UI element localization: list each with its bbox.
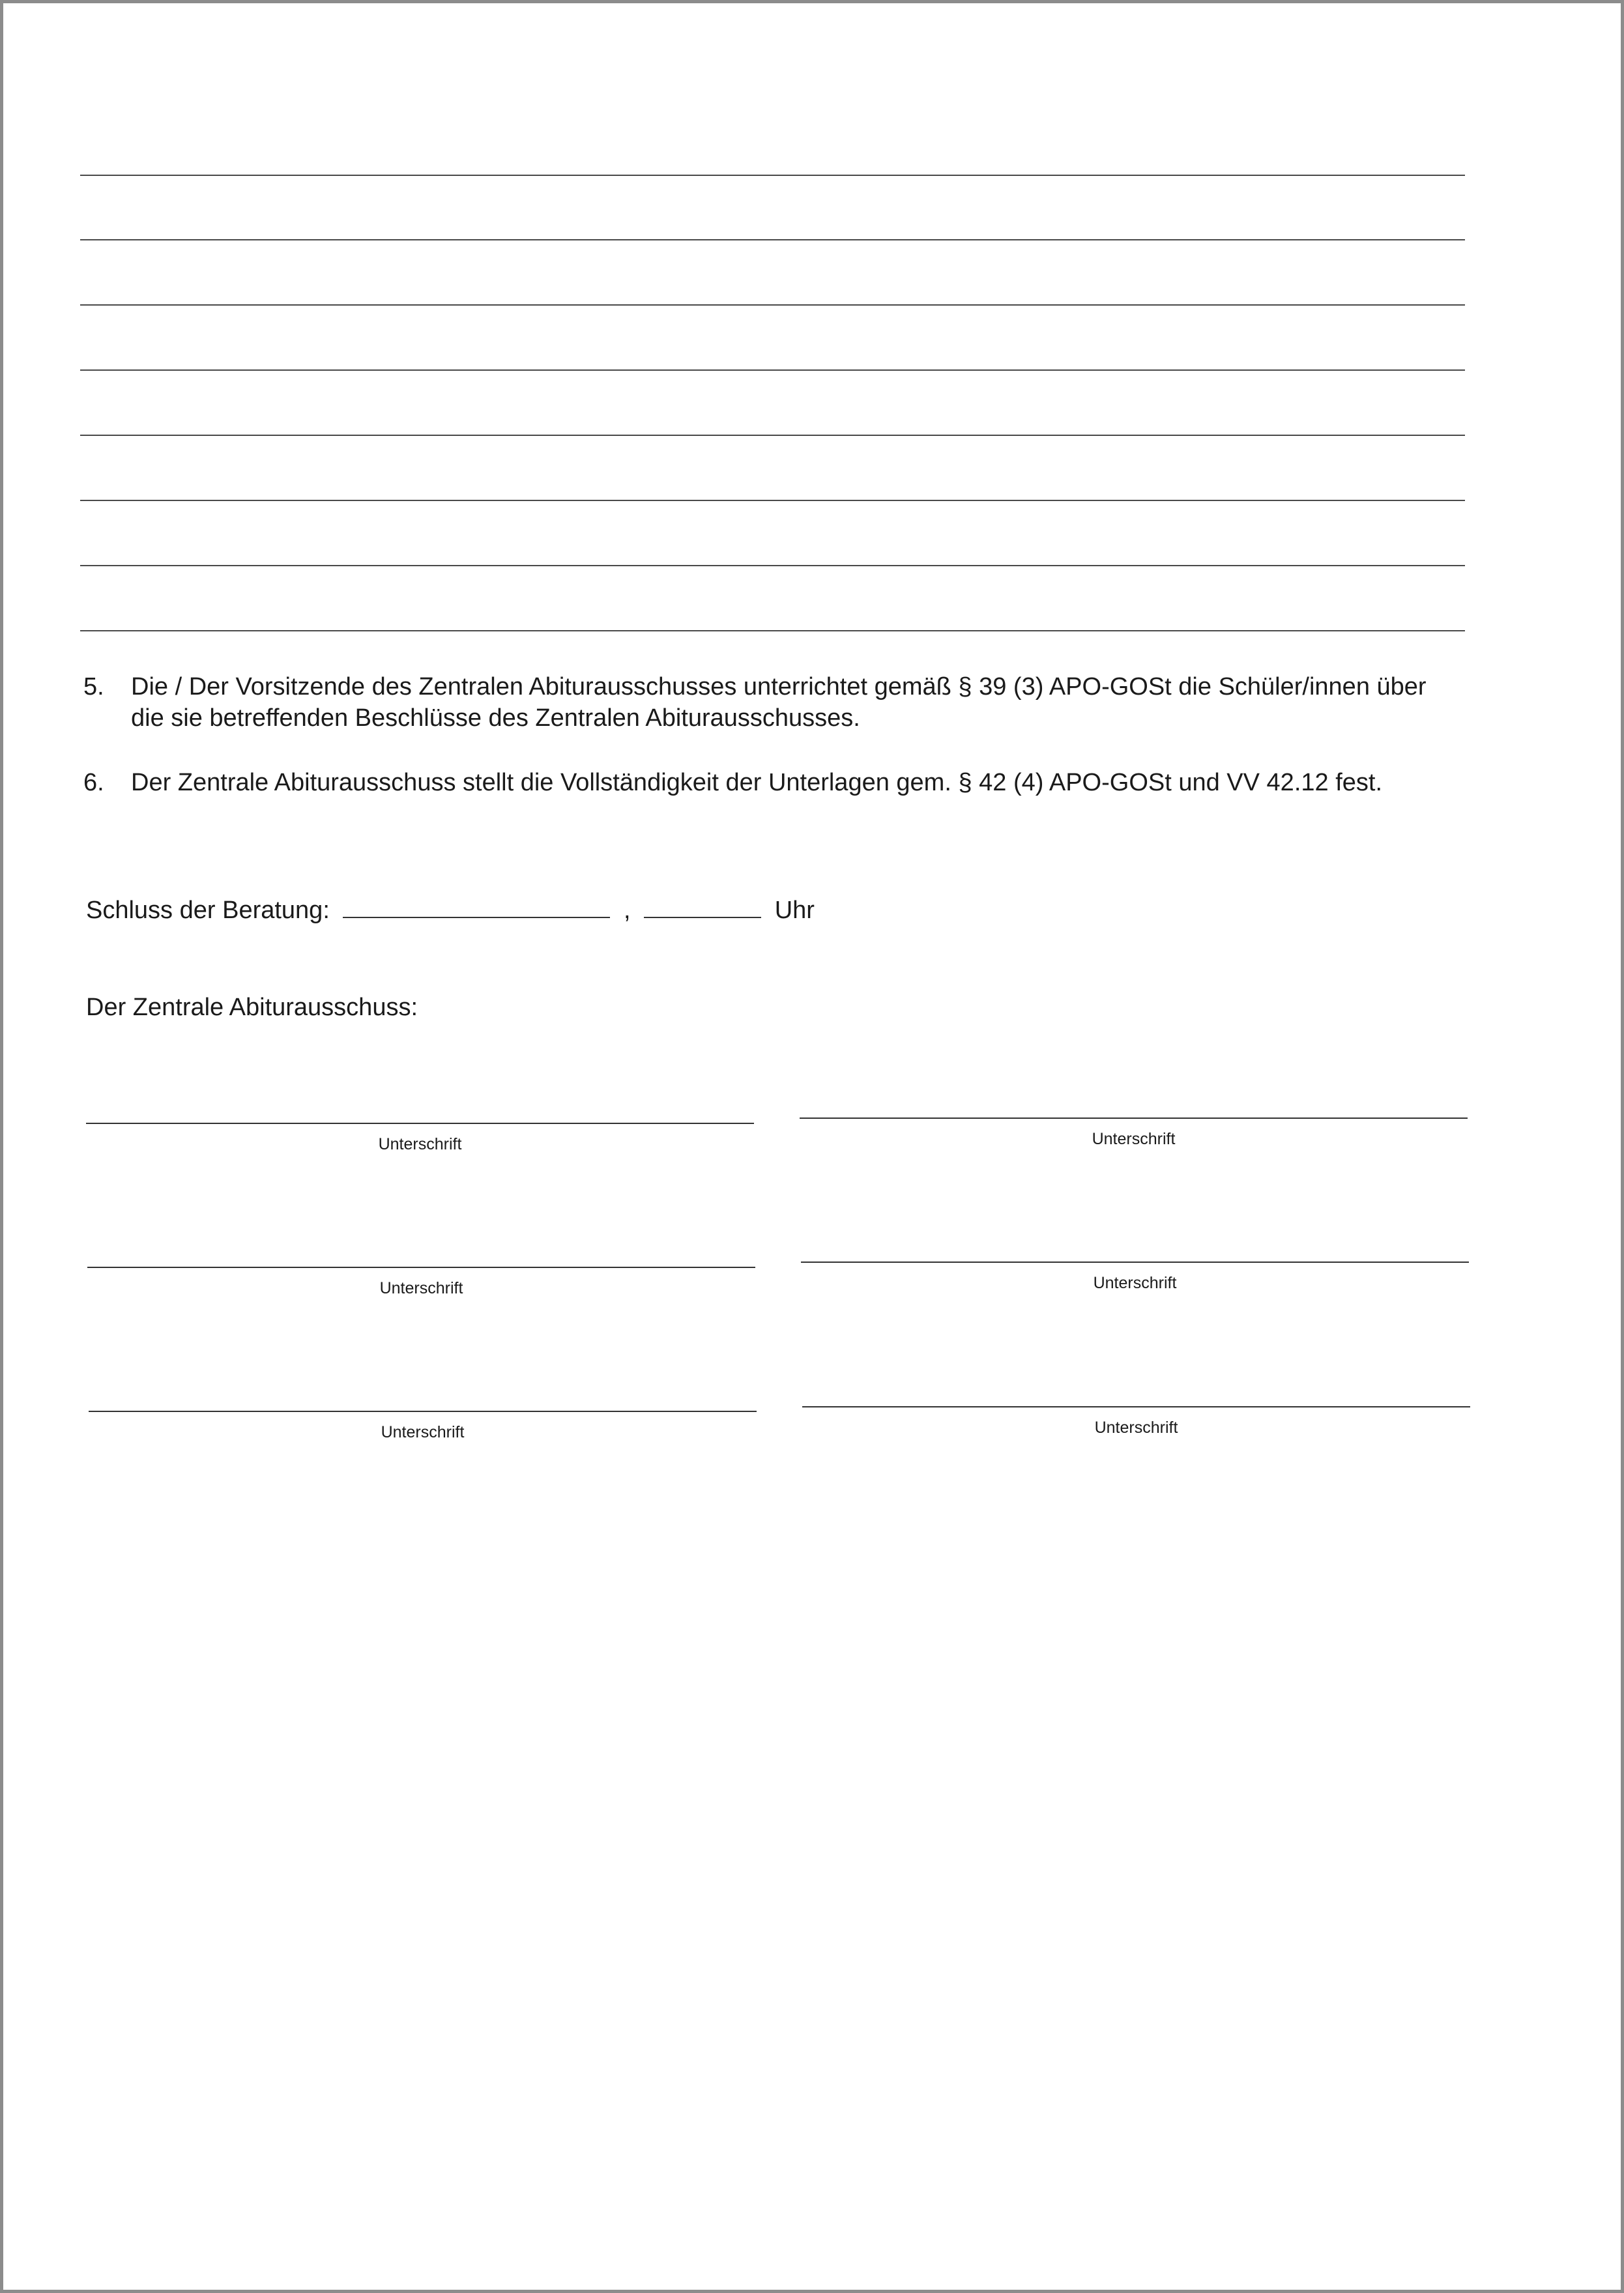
committee-label: Der Zentrale Abiturausschuss: [86, 994, 418, 1021]
closing-separator: , [624, 897, 631, 924]
closing-minute-field[interactable] [644, 895, 761, 918]
signature-label: Unterschrift [1093, 1274, 1177, 1292]
writing-line[interactable] [80, 565, 1465, 566]
closing-hour-field[interactable] [343, 895, 610, 918]
signature-line[interactable] [87, 1267, 755, 1268]
signature-line[interactable] [89, 1411, 757, 1412]
item-number: 5. [83, 673, 104, 700]
signature-label: Unterschrift [1092, 1130, 1176, 1148]
closing-label: Schluss der Beratung: [86, 897, 330, 924]
writing-line[interactable] [80, 435, 1465, 436]
signature-block [87, 1267, 755, 1298]
signature-block [800, 1118, 1468, 1149]
signature-line[interactable] [802, 1406, 1470, 1407]
signature-block [86, 1123, 754, 1154]
item-text-line: Die / Der Vorsitzende des Zentralen Abiturausschusses unterrichtet gemäß § 39 (3) APO-GOSt die Schüler/innen über [131, 673, 1427, 700]
signature-label: Unterschrift [381, 1423, 465, 1441]
item-text [131, 671, 1477, 734]
writing-line[interactable] [80, 369, 1465, 371]
writing-line[interactable] [80, 304, 1465, 306]
signature-block [89, 1411, 757, 1442]
item-text [131, 767, 1477, 798]
signature-label: Unterschrift [378, 1135, 462, 1153]
signature-label: Unterschrift [1094, 1419, 1178, 1437]
signature-label: Unterschrift [379, 1279, 463, 1297]
writing-line[interactable] [80, 239, 1465, 240]
writing-line[interactable] [80, 630, 1465, 631]
signature-line[interactable] [86, 1123, 754, 1124]
signature-line[interactable] [800, 1118, 1468, 1119]
item-text-line: Der Zentrale Abiturausschuss stellt die Vollständigkeit der Unterlagen gem. § 42 (4) APO-GOSt und VV 42.12 fest. [131, 769, 1383, 796]
signature-block [802, 1406, 1470, 1437]
item-number: 6. [83, 769, 104, 796]
closing-unit: Uhr [774, 897, 815, 924]
signature-block [801, 1262, 1469, 1293]
item-text-line: die sie betreffenden Beschlüsse des Zentralen Abiturausschusses. [131, 704, 860, 732]
writing-line[interactable] [80, 500, 1465, 501]
closing-time-row [86, 895, 815, 926]
signature-line[interactable] [801, 1262, 1469, 1263]
writing-line[interactable] [80, 175, 1465, 176]
